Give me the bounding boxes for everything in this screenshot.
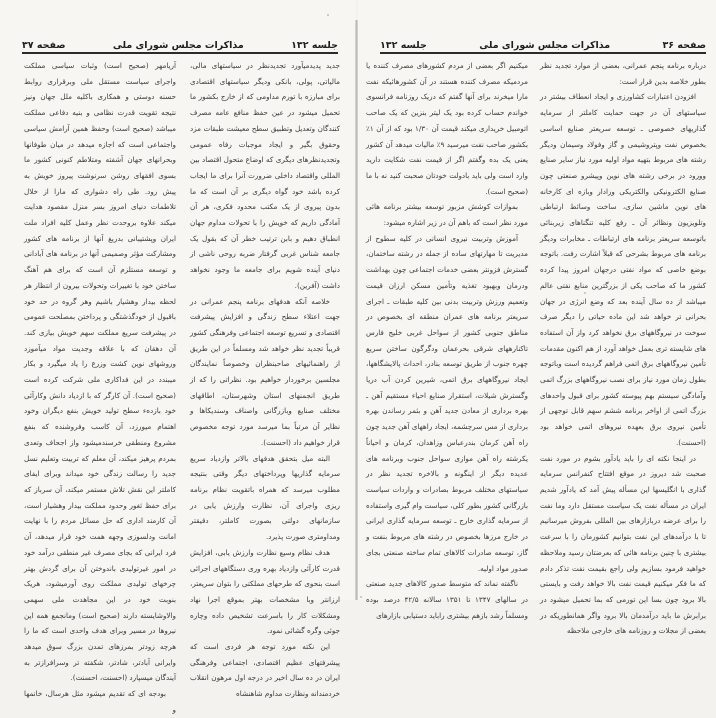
scan-speck	[584, 292, 586, 294]
paragraph: میکنیم اگر بعضی از مردم کشورهای مصرف کننده یا مردمیکه مصرف کننده هستند در آن کشورهائیکه نفت مارا میخرند برای آنها گفتم که دریک روزنامه فرانسوی خواندم حساب کرده بود یک لیتر بنزین که یک صاحب اتومبیل خریداری میکند قیمت آن ۱/۳۰ بود که از آن ۱٪ بکشور صاحب نفت میرسید ۹٪ مالیات میدهد آن کشور یعنی یک بده وگفتم اگر از قیمت نفت شکایت دارید وارد است ولی باید بادولت خودتان صحبت کنید نه با ما (صحیح است).	[366, 61, 528, 196]
header-title: مذاکرات مجلس شورای ملی	[479, 40, 611, 51]
session-label: جلسه ۱۳۲	[380, 40, 427, 51]
paragraph: هدف نظام وسیع نظارت وارزش یابی، افزایش قدرت کارآئی وازدیاد بهره وری دستگاههای اجرائی است بنحوی که طرحهای مملکتی را بتوان سریعتر، ارزانتر وبا مشخصات بهتر بموقع اجرا نهاد ومشکلات کار را باسرعت تشخیص داده وچاره جوئی وگره گشائی نمود.	[190, 547, 340, 636]
text-column-right	[190, 58, 340, 702]
paragraph: در اینجا نکته ای را باید یادآور بشوم در مورد نفت صحبت شد دیروز در موقع افتتاح کنفرانس سرمایه گذاری با انگلیسها این مسأله پیش آمد که یادآور شدیم ایران در مسأله نفت یک سیاست مستقل دارد وما نفت را برای عرضه دربازارهای بین المللی بفروش میرسانیم تا با درآمدهای این نفت بتوانیم کشورمان را با سرعت بیشتری با چنین برنامه هائی که بعرضتان رسید وملاحظه خواهید فرمود بسازیم ولی راجع بقیمت نفت تذکر دادم که ما فکر میکنیم قیمت نفت بالا خواهد رفت و بایستی بالا برود چون بسا این تورمی که بما تحمیل میشود در برابرش ما باید درآمدمان بالا برود واگر همانطوریکه در بعضی از مجلات و روزنامه های خارجی ملاحظه	[540, 453, 706, 636]
paragraph: بموازات کوشش مزبور توسعه بیشتر برنامه هائی مورد نظر است که باهم آن در زیر اشاره میشود:	[366, 202, 528, 228]
running-head	[380, 37, 706, 51]
paragraph: افزودن اعتبارات کشاورزی و ایجاد انعطاف بیشتر در سیاستهای آن در جهت حمایت کاملتر از سرمایه گذاریهای خصوصی ـ توسعه سریعتر صنایع اساسی بخصوص نفت وپتروشیمی و گاز وفولاد وسیمان ودیگر رشته های مربوط بتهیه مواد اولیه مورد نیاز سایر صنایع وورود در برخی رشته های نوین وپیشرو صنعتی چون صنایع الکترونیکی والکتریکی ورادار وبازه ای کارخانه های نوین ماشین سازی، ساخت وسائط ارتباطی وتلویزیون ونظائر آن ـ رفع کلیه تنگناهای زیربنائی باتوسعه سریعتر برنامه های ارتباطات ـ مخابرات ودیگر برنامه های مربوط بشرحی که قبلاً اشارت رفت. باتوجه بوضع خاصی که مواد نفتی درجهان امروز پیدا کرده کشور ما که صاحب یکی از بزرگترین منابع نفتی عالم میباشد از ده سال آینده بعد که وضع انرژی در جهان بحرانی تر خواهد شد این ماده حیاتی را دیگر صرف سوخت در نیروگاههای برق نخواهد کرد واز آن استفاده های شایسته تری بعمل خواهد آورد از هم اکنون مقدمات تأمین نیروگاههای برق اتمی فراهم گردیده است وباتوجه بطول زمان مورد نیاز برای نصب نیروگاههای بزرگ اتمی وآمادگی سیستم بهم پیوسته کشور برای قبول واحدهای بزرگ اتمی از اواخر برنامه ششم سهم قابل توجهی از تأمین نیروی برق بعهده نیروهای اتمی خواهد بود (احسنت).	[539, 92, 706, 447]
text-column-right	[540, 58, 706, 639]
scan-speck	[360, 596, 362, 598]
paragraph: البته میل بتحقق هدفهای بالاتر وازدیاد سریع سرمایه گذاریها وپرداختهای دیگر وقتی بنتیجه مطلوب میرسد که همراه باتقویت نظام برنامه ریزی واجرای آن، نظارت وارزش یابی در سازمانهای دولتی بصورت کاملتر، دقیقتر ومداومتری صورت پذیرد.	[190, 453, 340, 542]
paragraph: درباره برنامه پنجم عمرانی، بعضی از موارد تجدید نظر بطور خلاصه بدین قرار است:	[540, 61, 706, 86]
page-37	[0, 0, 356, 714]
paragraph: جدید پدیدمیآورد تجدیدنظر در سیاستهای مالی، مالیاتی، پولی، بانکی ودیگر سیاستهای اقتصادی برای مبارزه با تورم مداومی که از خارج بکشور ما تحمیل میشود در عین حفظ منافع عامه مصرف کنندگان وتعدیل وتطبیق سطح معیشت طبقات مزد وحقوق بگیر و ایجاد موجبات رفاه عمومی وتجدیدنظرهای دیگری که اوضاع متحول اقتصاد بین المللی واقتصاد داخلی ضرورت آنرا برای ما ایجاب کرده باشد خود گواه دیگری بر آن است که ما بدون پیروی از یک مکتب محدود فکری، هر آن آمادگی داریم که خویش را با تحولات مداوم جهان انطباق دهیم و بابن ترتیب خطر آن که بقول یک جامعه شناس غربی گرفتار ضربه روحی ناشی از دنیای آینده شویم برای جامعه ما وجود نخواهد داشت (آفرین).	[190, 61, 340, 290]
header-rule	[380, 52, 706, 54]
paragraph: بودجه ای که تقدیم میشود مثل هرسال، خانمها و	[24, 689, 176, 714]
paragraph: خلاصه آنکه هدفهای برنامه پنجم عمرانی در جهت اعتلاء سطح زندگی و افزایش پیشرفت اقتصادی و تسریع توسعه اجتماعی وفرهنگی کشور قریباً تجدید نظر خواهد شد ومسلماً در این طریق از راهنمائیهای صاحبنظران وخصوصاً نمایندگان مجلسین برخوردار خواهیم بود. نظراتی را که از طریق انجمنهای استان وشهرستان، اطاقهای مختلف صنایع وبازرگانی واصناف وسندیکاها و نظایر آن مرتباً بما میرسد مورد توجه مخصوص قرار خواهیم داد (احسنت).	[190, 296, 340, 447]
scan-speck	[327, 14, 329, 16]
page-36	[358, 0, 716, 636]
running-head	[22, 37, 338, 51]
text-column-left	[24, 58, 176, 718]
paragraph: این نکته مورد توجه هر فردی است که پیشرفتهای عظیم اقتصادی، اجتماعی وفرهنگی ایران در ده سال اخیر در درجه اول مرهون انقلاب خردمندانه ونظارت مداوم شاهنشاه	[190, 642, 340, 699]
paragraph: آموزش وتربیت نیروی انسانی در کلیه سطوح از مدیریت تا مهارتهای ساده از جمله در رشته ساختمان، گسترش فزونتر بعضی خدمات اجتماعی چون بهداشت ودرمان وبهبود تغذیه وتأمین مسکن ارزان قیمت وتعمیم ورزش وتربیت بدنی بین کلیه طبقات ـ اجرای سریعتر برنامه های عمران منطقه ای بخصوص در مناطق جنوبی کشور از سواحل غربی خلیج فارس تاکنارههای شرقی بحرعمان ودگرگون ساختن سریع چهره جنوب از طریق توسعه بنادر، احداث پالایشگاهها، ایجاد نیروگاههای برق اتمی، شیرین کردن آب دریا وگسترش شیلات، استقرار صنایع احیاء مستقیم آهن ـ بهره برداری از معادن جدید آهن و بثمر رساندن بهره برداری از مس سرچشمه، ایجاد راههای آهن جدید چون راه آهن کرمان بندرعباس وزاهدان، کرمان و احیاناً یکرشته راه آهن موازی سواحل جنوب وبرنامه های عدیده دیگر از اینگونه و بالاخره تجدید نظر در سیاستهای مختلف مربوط بصادرات و واردات سیاست بازرگانی کشور بطور کلی، سیاست وام گیری واستفاده از سرمایه گذاری خارج ـ توسعه سرمایه گذاری ایرانی در خارج مرزها بخصوص در رشته های مربوط بنفت و گاز، توسعه صادرات کالاهای تمام ساخته صنعتی بجای صدور مواد اولیه.	[366, 233, 528, 573]
page-number: صفحه ۳۶	[662, 40, 706, 51]
header-title: مذاکرات مجلس شورای ملی	[112, 40, 244, 51]
paragraph: آریامهر (صحیح است) وثبات سیاسی مملکت واجرای سیاست مستقل ملی وبرقراری روابط حسنه دوستی و همکاری باکلیه ملل جهان ونیز نتیجه تقویت قدرت نظامی و بنیه دفاعی مملکت میباشد (صحیح است) وحفظ همین آرامش سیاسی واجتماعی است که اجازه میدهد در میان طوفانها وبحرانهای جهان آشفته ومتلاطم کنونی کشور ما بسوی افقهای روشن سرنوشت پیروز خویش به پیش رود. طی راه دشواری که مارا از خلال تلاطمات دنیای امروز بسر منزل مقصود هدایت میکند علاوه بروحدت نظر وعمل کلیه افراد ملت ایران وپشتیبانی بدریغ آنها از برنامه های کشور ومشارکت مؤثر وصمیمی آنها در برنامه های آبادانی و توسعه مستلزم آن است که برای هم آهنگ ساختن خود با تغییرات وتحولات بیرون از انتظار هر لحظه بیدار وهشیار باشیم وهر گروه در حد خود باقبول از خودگذشتگی و پرداختن بمصلحت عمومی در پیشرفت سریع مملکت سهم خویش بیازی کند. آن دهقان که با علاقه وجدیت مواد میآموزد وروشهای نوین کشت وزرع را یاد میگیرد و بکار میبندد در این فداکاری ملی شرکت کرده است (صحیح است). آن کارگر که با ازدیاد دانش وکارآئی خود بازدهء سطح تولید خویش بنفع دیگران وخود اهتمام میورزد، آن کاسب وفروشنده که بنفع مشروع ومنطقی خرسندمیشود واز اجحاف وتعدی بمردم پرهیز میکند، آن معلم که تربیت وتعلیم نسل جدید را رسالت زندگی خود میداند وبرای ایفای کاملتر این نقش تلاش مستمر میکند، آن سرباز که برای حفظ ثغور وحدود مملکت بیدار وهشیار است، آن کارمند اداری که حل مسائل مردم را با نهایت امانت ودلسوزی وجهه همت خود قرار میدهد، آن فرد ایرانی که بجای مصرف غیر منطقی درآمد خود در امور غیرتولیدی باندوختن آن برای گردش بهتر چرخهای تولیدی مملکت روی آورمیشود، هریک بنوبت خود در این مجاهدت ملی سهمی والاوشایسته دارند (صحیح است) ومانجمع همه این نیروها در مسیر وبرای هدف واحدی است که ما را هرچه زودتر بمرزهای تمدن بزرگ سوق میدهد وایرانی آبادتر، شادتر، شکفته تر وسرافرازتر به آیندگان میسپارد (احسنت، احسنت).	[24, 61, 176, 683]
text-column-left	[366, 58, 528, 623]
session-label: جلسه ۱۳۲	[291, 40, 338, 51]
page-number: صفحه ۳۷	[22, 40, 66, 51]
paragraph: ناگفته نماند که متوسط صدور کالاهای جدید صنعتی در سالهای ۱۳۴۷ تا ۱۳۵۱ سالانه ۴۲/۵ درصد بوده ومسلماً رشد بازهم بیشتری راباید دستیابی بازارهای	[366, 579, 528, 620]
header-rule	[22, 52, 338, 54]
